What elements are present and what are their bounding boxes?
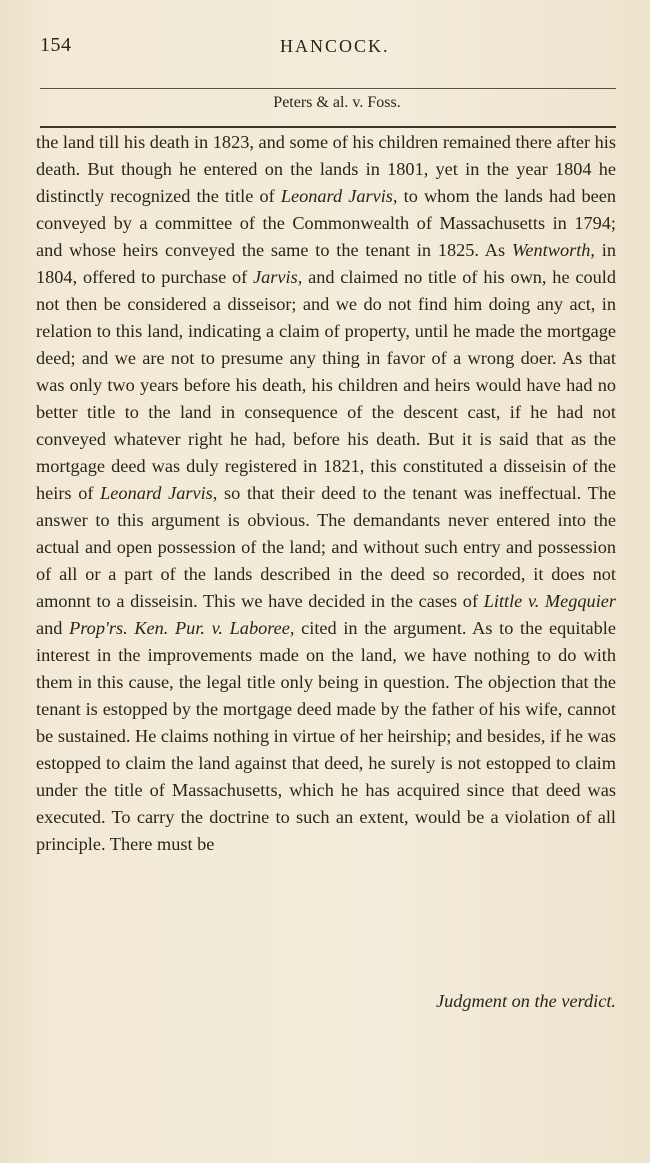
case-name: Leonard Jarvis, — [100, 483, 218, 503]
text-run: in 1804, offered to purchase of — [36, 240, 617, 287]
page-number: 154 — [40, 34, 72, 56]
text-run: to whom the lands had been conveyed by a committee of the Commonwealth of Massachusetts in 1794; and whose heirs conveyed the same to the tenant in 1825. As — [36, 186, 616, 260]
case-caption-text: Peters & al. v. Foss. — [273, 94, 401, 111]
case-name: Wentworth, — [511, 240, 595, 260]
case-name: Jarvis, — [253, 267, 303, 287]
header-rule — [40, 88, 616, 89]
opinion-body — [36, 129, 616, 858]
page-header — [40, 34, 626, 64]
case-caption — [0, 94, 650, 112]
judgment-line: Judgment on the verdict. — [435, 991, 616, 1011]
case-name: Prop'rs. Ken. Pur. v. Laboree, — [69, 618, 295, 638]
opinion-paragraph — [36, 129, 616, 858]
text-run: the land till his death in 1823, and some of his children remained there after his death. But though he entered on the lands in 1801, yet in the year 1804 he distinctly recognized the title of — [36, 132, 616, 206]
case-name: Little v. Megquier — [483, 591, 616, 611]
caption-rule — [40, 126, 616, 128]
text-run: so that their deed to the tenant was ineffectual. The answer to this argument is obvious. The demandants never entered into the actual and open possession of the land; and without such entry and possession of all or a part of the lands described in the deed so recorded, it does not amonnt to a disseisin. This we have decided in the cases of — [36, 483, 616, 611]
text-run: cited in the argument. As to the equitable interest in the improvements made on the land, we have nothing to do with them in this cause, the legal title only being in question. The objection that the tenant is estopped by the mortgage deed made by the father of his wife, cannot be sustained. He claims nothing in virtue of her heirship; and besides, if he was estopped to claim the land against that deed, he surely is not estopped to claim under the title of Massachusetts, which he has acquired since that deed was executed. To carry the doctrine to such an extent, would be a violation of all principle. There must be — [36, 618, 616, 854]
running-head: HANCOCK. — [280, 36, 390, 56]
case-name: Leonard Jarvis, — [280, 186, 398, 206]
text-run: and claimed no title of his own, he could not then be considered a disseisor; and we do not find him doing any act, in relation to this land, indicating a claim of property, until he made the mortgage deed; and we are not to presume any thing in favor of a wrong doer. As that was only two years before his death, his children and heirs would have had no better title to the land in consequence of the descent cast, if he had not conveyed whatever right he had, before his death. But it is said that as the mortgage deed was duly registered in 1821, this constituted a disseisin of the heirs of — [36, 267, 616, 503]
text-run: and — [36, 618, 63, 638]
